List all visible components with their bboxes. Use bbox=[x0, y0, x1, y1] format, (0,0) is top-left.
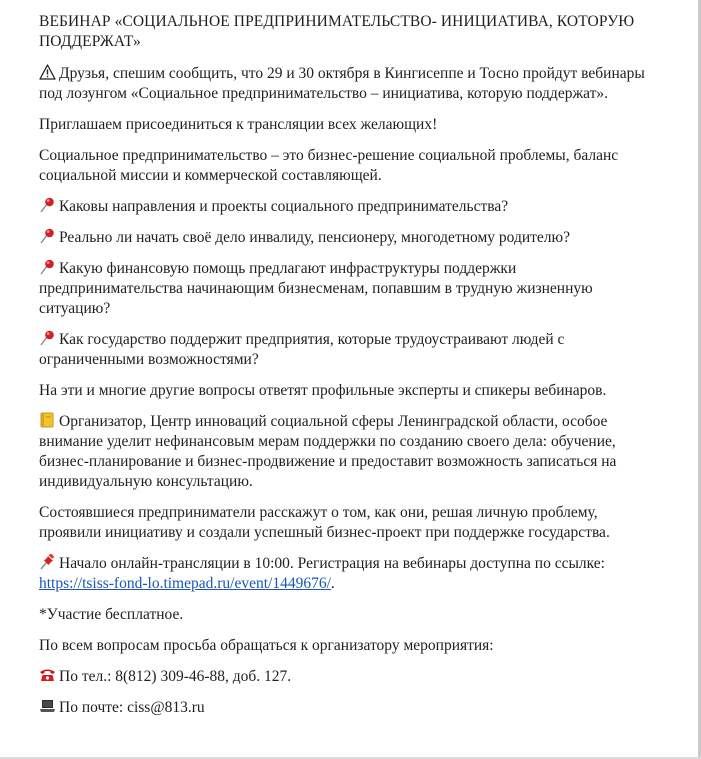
round-pushpin-icon bbox=[39, 330, 56, 346]
question-text: Каковы направления и проекты социального предпринимательства? bbox=[59, 198, 509, 215]
invite-paragraph: Приглашаем присоединиться к трансляции всех желающих! bbox=[39, 116, 438, 133]
start-paragraph bbox=[39, 554, 659, 594]
question-item bbox=[39, 259, 659, 319]
question-text: Как государство поддержит предприятия, которые трудоустраивают людей с ограниченными возможностями? bbox=[39, 331, 565, 368]
round-pushpin-icon bbox=[39, 228, 56, 244]
question-text: Реально ли начать своё дело инвалиду, пенсионеру, многодетному родителю? bbox=[59, 229, 570, 246]
contact-intro: По всем вопросам просьба обращаться к организатору мероприятия: bbox=[39, 637, 494, 654]
announcement-document bbox=[39, 12, 659, 729]
question-item bbox=[39, 197, 659, 217]
organizer-text: Организатор, Центр инноваций социальной сферы Ленинградской области, особое внимание уделит нефинансовым мерам поддержки по созданию своего дела: обучение, бизнес-планирование и бизнес-продвижение и предоставит возможность записаться на индивидуальную консультацию. bbox=[39, 413, 617, 490]
start-period: . bbox=[330, 575, 335, 592]
question-text: Какую финансовую помощь предлагают инфраструктуры поддержки предпринимательства начинающим бизнесменам, попавшим в трудную жизненную ситуацию? bbox=[39, 260, 593, 317]
question-item bbox=[39, 228, 659, 248]
definition-paragraph: Социальное предпринимательство – это бизнес-решение социальной проблемы, баланс социальной миссии и коммерческой составляющей. bbox=[39, 147, 619, 184]
phone-contact bbox=[39, 667, 659, 687]
ledger-icon bbox=[39, 412, 56, 428]
warning-icon bbox=[39, 64, 56, 80]
intro-text: Друзья, спешим сообщить, что 29 и 30 октября в Кингисеппе и Тосно пройдут вебинары под лозунгом «Социальное предпринимательство – инициатива, которую поддержат». bbox=[39, 65, 645, 102]
free-participation-note: *Участие бесплатное. bbox=[39, 606, 184, 623]
telephone-icon bbox=[39, 667, 56, 683]
round-pushpin-icon bbox=[39, 259, 56, 275]
registration-link[interactable]: https://tsiss-fond-lo.timepad.ru/event/1449676/ bbox=[39, 575, 331, 592]
laptop-icon bbox=[39, 698, 56, 714]
email-text: По почте: ciss@813.ru bbox=[59, 699, 205, 716]
organizer-paragraph bbox=[39, 412, 659, 492]
page-title: ВЕБИНАР «СОЦИАЛЬНОЕ ПРЕДПРИНИМАТЕЛЬСТВО- ИНИЦИАТИВА, КОТОРУЮ ПОДДЕРЖАТ» bbox=[39, 13, 635, 50]
start-text: Начало онлайн-трансляции в 10:00. Регистрация на вебинары доступна по ссылке: bbox=[59, 555, 605, 572]
entrepreneurs-paragraph: Состоявшиеся предприниматели расскажут о том, как они, решая личную проблему, проявили инициативу и создали успешный бизнес-проект при поддержке государства. bbox=[39, 504, 610, 541]
experts-paragraph: На эти и многие другие вопросы ответят профильные эксперты и спикеры вебинаров. bbox=[39, 382, 607, 399]
phone-text: По тел.: 8(812) 309-46-88, доб. 127. bbox=[59, 668, 292, 685]
intro-paragraph bbox=[39, 64, 659, 104]
question-item bbox=[39, 330, 659, 370]
email-contact bbox=[39, 698, 659, 718]
round-pushpin-icon bbox=[39, 197, 56, 213]
pushpin-icon bbox=[39, 554, 56, 570]
